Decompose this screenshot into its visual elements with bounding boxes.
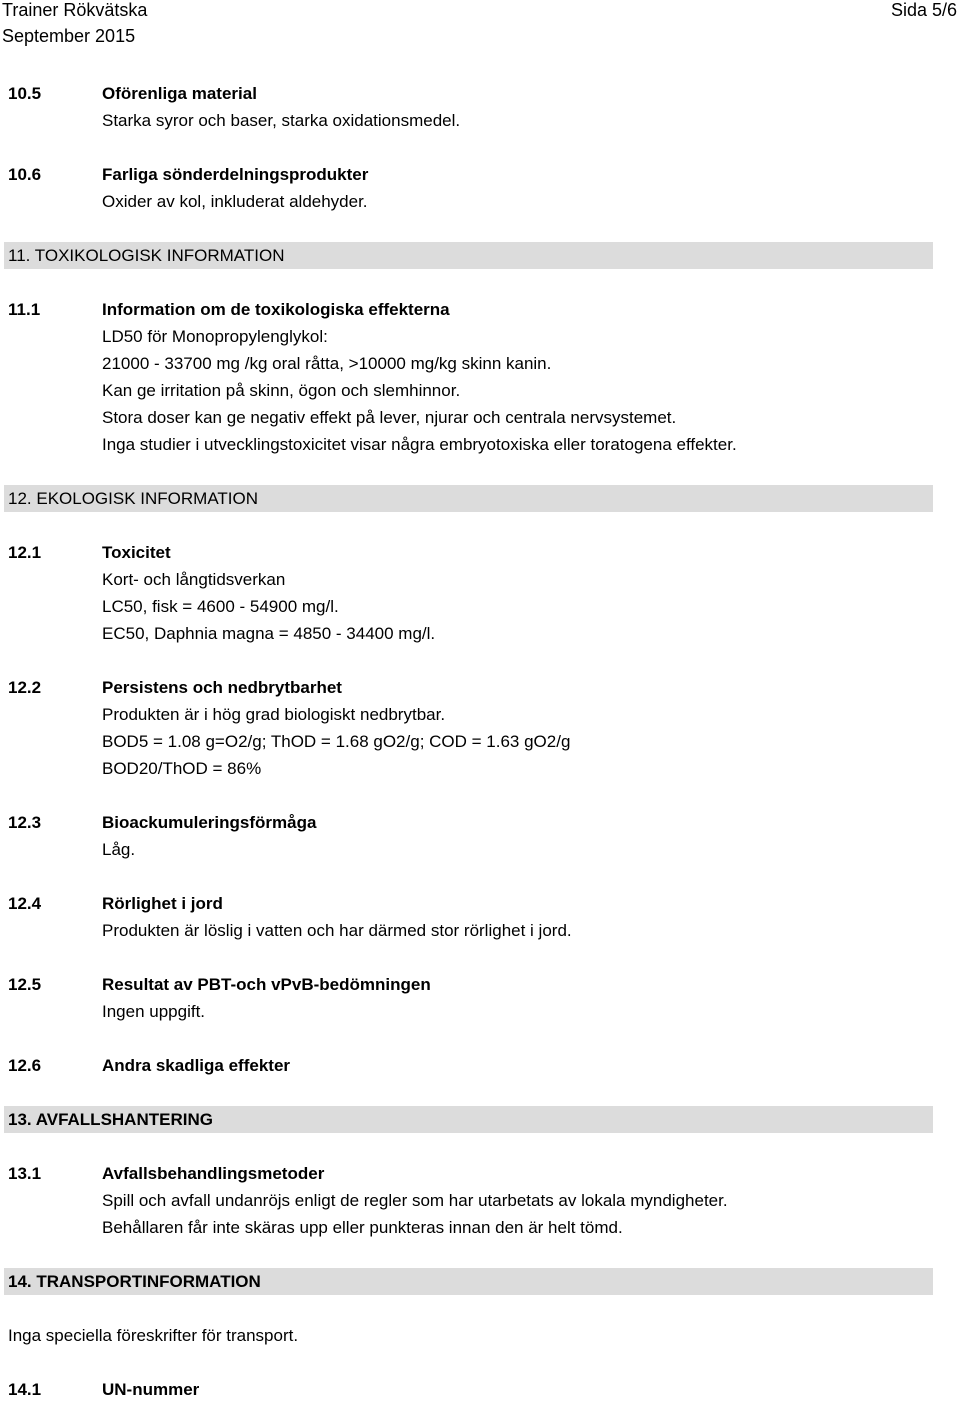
subsection-number: 12.1: [8, 543, 42, 562]
body-text: Produkten är i hög grad biologiskt nedbrytbar.: [102, 705, 446, 724]
body-text: LD50 för Monopropylenglykol:: [102, 327, 328, 346]
subsection-title: Persistens och nedbrytbarhet: [102, 678, 342, 697]
subsection-number: 11.1: [8, 300, 41, 319]
subsection-number: 12.3: [8, 813, 42, 832]
subsection-number: 12.5: [8, 975, 42, 994]
page-header: [0, 0, 960, 54]
body-text: Oxider av kol, inkluderat aldehyder.: [102, 192, 368, 211]
document-title: Trainer Rökvätska: [2, 0, 148, 20]
subsection-number: 12.4: [8, 894, 42, 913]
section-heading-13: [4, 1106, 933, 1133]
subsection-12-5: [0, 971, 960, 1025]
body-text: LC50, fisk = 4600 - 54900 mg/l.: [102, 597, 339, 616]
body-text: Stora doser kan ge negativ effekt på lever, njurar och centrala nervsystemet.: [102, 408, 677, 427]
subsection-title: Bioackumuleringsförmåga: [102, 813, 317, 832]
body-text: Starka syror och baser, starka oxidationsmedel.: [102, 111, 461, 130]
body-text: EC50, Daphnia magna = 4850 - 34400 mg/l.: [102, 624, 436, 643]
subsection-10-6: [0, 161, 960, 215]
subsection-number: 10.5: [8, 84, 42, 103]
body-text: BOD5 = 1.08 g=O2/g; ThOD = 1.68 gO2/g; COD = 1.63 gO2/g: [102, 732, 571, 751]
body-text: Spill och avfall undanröjs enligt de regler som har utarbetats av lokala myndigheter.: [102, 1191, 728, 1210]
body-text: Kan ge irritation på skinn, ögon och slemhinnor.: [102, 381, 461, 400]
subsection-13-1: [0, 1160, 960, 1241]
subsection-title: Farliga sönderdelningsprodukter: [102, 165, 369, 184]
subsection-number: 12.2: [8, 678, 42, 697]
section-title: 13. AVFALLSHANTERING: [8, 1110, 213, 1129]
document-date: September 2015: [2, 26, 136, 46]
subsection-title: Rörlighet i jord: [102, 894, 223, 913]
body-text: Inga studier i utvecklingstoxicitet visar några embryotoxiska eller toratogena effekter.: [102, 435, 737, 454]
body-text: BOD20/ThOD = 86%: [102, 759, 262, 778]
body-text: Låg.: [102, 840, 136, 859]
subsection-title: Resultat av PBT-och vPvB-bedömningen: [102, 975, 431, 994]
subsection-title: Oförenliga material: [102, 84, 257, 103]
subsection-title: Toxicitet: [102, 543, 171, 562]
body-text: Ingen uppgift.: [102, 1002, 206, 1021]
section-heading-12: [4, 485, 933, 512]
subsection-number: 13.1: [8, 1164, 42, 1183]
body-text: Produkten är löslig i vatten och har därmed stor rörlighet i jord.: [102, 921, 572, 940]
subsection-12-6: [0, 1052, 960, 1079]
subsection-number: 10.6: [8, 165, 42, 184]
subsection-11-1: [0, 296, 960, 458]
subsection-title: Information om de toxikologiska effekterna: [102, 300, 450, 319]
subsection-number: 14.1: [8, 1380, 42, 1399]
section-heading-14: [4, 1268, 933, 1295]
section-title: 11. TOXIKOLOGISK INFORMATION: [8, 246, 285, 265]
subsection-10-5: [0, 80, 960, 134]
subsection-title: Andra skadliga effekter: [102, 1056, 291, 1075]
section-title: 14. TRANSPORTINFORMATION: [8, 1272, 261, 1291]
body-text: 21000 - 33700 mg /kg oral råtta, >10000 mg/kg skinn kanin.: [102, 354, 552, 373]
page-number: Sida 5/6: [890, 0, 957, 20]
subsection-12-1: [0, 539, 960, 647]
section-title: 12. EKOLOGISK INFORMATION: [8, 489, 259, 508]
subsection-14-1: [0, 1376, 960, 1403]
document-body: [0, 80, 960, 1403]
body-text: Kort- och långtidsverkan: [102, 570, 286, 589]
body-text: Behållaren får inte skäras upp eller punkteras innan den är helt tömd.: [102, 1218, 623, 1237]
subsection-12-3: [0, 809, 960, 863]
subsection-12-2: [0, 674, 960, 782]
section-heading-11: [4, 242, 933, 269]
subsection-title: UN-nummer: [102, 1380, 200, 1399]
subsection-number: 12.6: [8, 1056, 42, 1075]
transport-note: Inga speciella föreskrifter för transport.: [8, 1326, 299, 1345]
subsection-title: Avfallsbehandlingsmetoder: [102, 1164, 325, 1183]
subsection-12-4: [0, 890, 960, 944]
